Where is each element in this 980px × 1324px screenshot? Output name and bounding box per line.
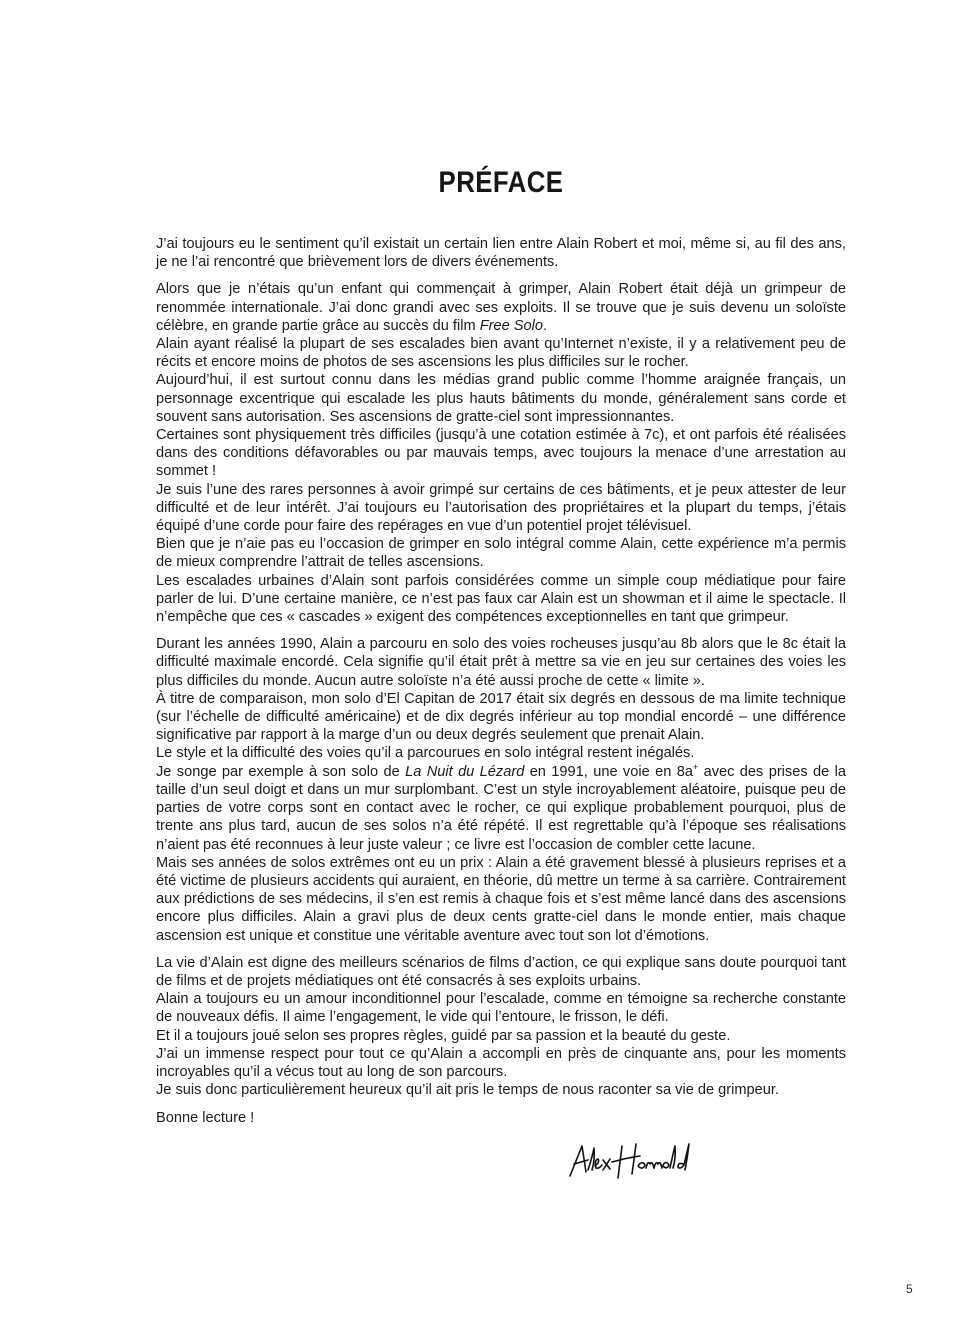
text-line: Alain ayant réalisé la plupart de ses escalades bien avant qu’Internet n’existe, il y a relativement peu de récits et encore moins de photos de ses ascensions les plus difficiles sur le rocher. <box>156 336 846 371</box>
signature-icon <box>566 1138 696 1182</box>
text-line: Durant les années 1990, Alain a parcouru en solo des voies rocheuses jusqu’au 8b alors que le 8c était la difficulté maximale encordé. Cela signifie qu’il était prêt à mettre sa vie en jeu sur certaines des voies les plus difficiles du monde. Aucun autre soloïste n’a été aussi proche de cette « limite ». <box>156 636 846 689</box>
page-number: 5 <box>906 1282 913 1296</box>
text-line: Certaines sont physiquement très difficiles (jusqu’à une cotation estimée à 7c), et ont parfois été réalisées dans des conditions défavorables ou par mauvais temps, avec toujours la menace d’une arrestation au sommet ! <box>156 427 846 480</box>
text-line: Et il a toujours joué selon ses propres règles, guidé par sa passion et la beauté du geste. <box>156 1027 731 1044</box>
text-line: Les escalades urbaines d’Alain sont parfois considérées comme un simple coup médiatique pour faire parler de lui. D’une certaine manière, ce n’est pas faux car Alain est un showman et il aime le spectacle. Il n’empêche que ces « cascades » exigent des compétences exceptionnelles en tant que grimpeur. <box>156 572 846 626</box>
paragraph-2 <box>156 280 846 626</box>
paragraph-4 <box>156 954 846 1100</box>
text-line: Alors que je n’étais qu’un enfant qui commençait à grimper, Alain Robert était déjà un grimpeur de renommée internationale. J’ai donc grandi avec ses exploits. Il se trouve que je suis devenu un soloïste célèbre, en grande partie grâce au succès du film Free Solo. <box>156 281 846 334</box>
text-line: Aujourd’hui, il est surtout connu dans les médias grand public comme l’homme araignée français, un personnage excentrique qui escalade les plus hauts bâtiments du monde, généralement sans corde et souvent sans autorisation. Ses ascensions de gratte-ciel sont impressionnantes. <box>156 372 846 425</box>
film-title: Free Solo <box>479 317 543 334</box>
text-line: Je suis l’une des rares personnes à avoir grimpé sur certains de ces bâtiments, et je peux attester de leur difficulté et de leur intérêt. J’ai toujours eu l’autorisation des propriétaires et la plupart du temps, j’étais équipé d’une corde pour faire des repérages en vue d’un potentiel projet télévisuel. <box>156 481 846 535</box>
closing-line: Bonne lecture ! <box>156 1110 255 1127</box>
text-line: J’ai un immense respect pour tout ce qu’Alain a accompli en près de cinquante ans, pour les moments incroyables qu’il a vécus tout au long de son parcours. <box>156 1045 846 1080</box>
text-line: J’ai toujours eu le sentiment qu’il existait un certain lien entre Alain Robert et moi, même si, au fil des ans, je ne l’ai rencontré que brièvement lors de divers événements. <box>156 236 846 271</box>
paragraph-1 <box>156 235 846 271</box>
page-title: PRÉFACE <box>438 166 564 200</box>
text-line: Alain a toujours eu un amour inconditionnel pour l’escalade, comme en témoigne sa recherche constante de nouveaux défis. Il aime l’engagement, le vide qui l’entoure, le frisson, le défi. <box>156 991 846 1026</box>
text-line: Bien que je n’aie pas eu l’occasion de grimper en solo intégral comme Alain, cette expérience m’a permis de mieux comprendre l’attrait de telles ascensions. <box>156 536 846 571</box>
text-line: Je suis donc particulièrement heureux qu’il ait pris le temps de nous raconter sa vie de grimpeur. <box>156 1082 779 1099</box>
preface-body <box>156 235 846 1137</box>
text-line: À titre de comparaison, mon solo d’El Capitan de 2017 était six degrés en dessous de ma limite technique (sur l’échelle de difficulté américaine) et de dix degrés inférieur au top mondial encordé – une différence significative par rapport à la marge d’un ou deux degrés seulement que prenait Alain. <box>156 690 846 744</box>
text-line: Mais ses années de solos extrêmes ont eu un prix : Alain a été gravement blessé à plusieurs reprises et a été victime de plusieurs accidents qui auraient, en théorie, dû mettre un terme à sa carrière. Contrairement aux prédictions de ses médecins, il s’en est remis à chaque fois et s’est même lancé dans des ascensions encore plus difficiles. Alain a gravi plus de deux cents gratte-ciel dans le monde entier, mais chaque ascension est unique et constitue une véritable aventure avec tout son lot d’émotions. <box>156 854 846 944</box>
text-line: Je songe par exemple à son solo de La Nuit du Lézard en 1991, une voie en 8a+ avec des prises de la taille d’un seul doigt et dans un mur surplombant. C’est un style incroyablement aléatoire, puisque peu de parties de votre corps sont en contact avec le rocher, ce qui explique probablement pourquoi, plus de trente ans plus tard, aucun de ses solos n’a été répété. Il est regrettable qu’à l’époque ses réalisations n’aient pas été reconnues à leur juste valeur ; ce livre est l’occasion de combler cette lacune. <box>156 761 846 853</box>
paragraph-3 <box>156 635 846 944</box>
text-line: La vie d’Alain est digne des meilleurs scénarios de films d’action, ce qui explique sans doute pourquoi tant de films et de projets médiatiques ont été consacrés à ses exploits urbains. <box>156 954 846 989</box>
text-line: Le style et la difficulté des voies qu’il a parcourues en solo intégral restent inégalés. <box>156 745 695 762</box>
route-name: La Nuit du Lézard <box>405 763 525 780</box>
signature <box>566 1138 696 1182</box>
